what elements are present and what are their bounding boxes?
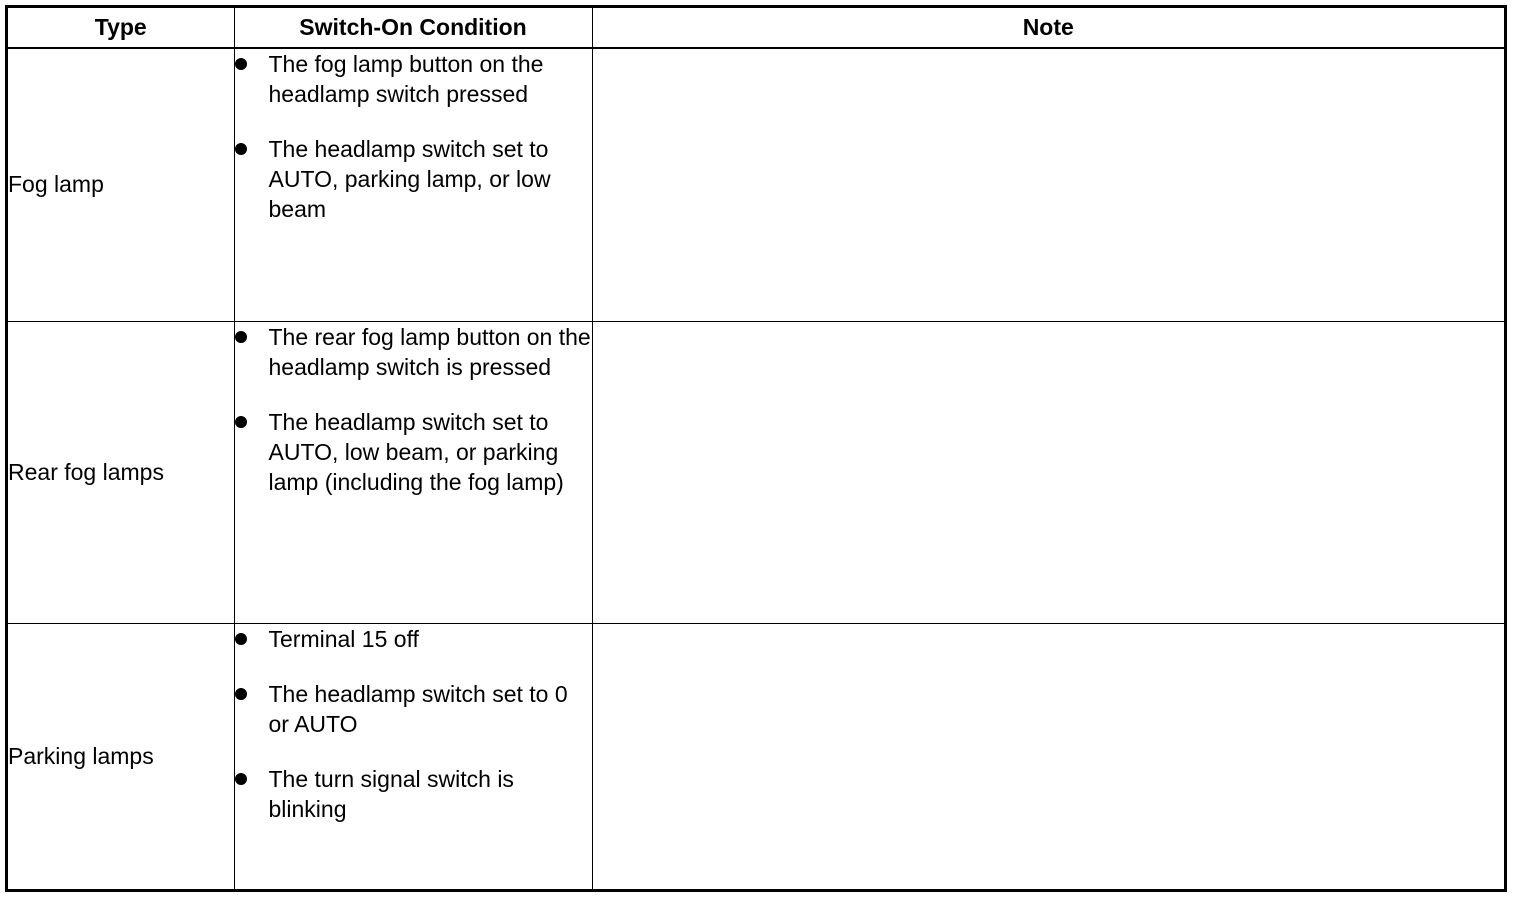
header-switch-on-condition: Switch-On Condition	[234, 8, 592, 48]
bullet-icon	[235, 143, 247, 155]
condition-item	[235, 624, 592, 654]
condition-item	[235, 764, 592, 824]
condition-text: Terminal 15 off	[268, 625, 419, 652]
condition-list	[235, 624, 592, 824]
bullet-icon	[235, 416, 247, 428]
condition-item	[235, 134, 592, 224]
condition-item	[235, 322, 592, 382]
type-cell: Fog lamp	[8, 48, 234, 321]
bullet-icon	[235, 773, 247, 785]
switch-on-condition-table	[8, 8, 1504, 889]
condition-text: The fog lamp button on the headlamp switch pressed	[268, 51, 544, 107]
header-note: Note	[592, 8, 1504, 48]
bullet-icon	[235, 331, 247, 343]
bullet-icon	[235, 58, 247, 70]
condition-list	[235, 49, 592, 224]
condition-table-frame	[5, 5, 1507, 892]
note-cell	[592, 48, 1504, 321]
condition-text: The rear fog lamp button on the headlamp switch is pressed	[268, 323, 591, 380]
note-cell	[592, 321, 1504, 623]
condition-item	[235, 679, 592, 739]
table-row	[8, 321, 1504, 623]
table-row	[8, 48, 1504, 321]
type-cell: Rear fog lamps	[8, 321, 234, 623]
note-cell	[592, 623, 1504, 889]
bullet-icon	[235, 633, 247, 645]
condition-text: The headlamp switch set to 0 or AUTO	[268, 680, 568, 737]
condition-item	[235, 407, 592, 497]
condition-cell	[234, 321, 592, 623]
condition-cell	[234, 623, 592, 889]
header-type: Type	[8, 8, 234, 48]
header-row	[8, 8, 1504, 48]
table-row	[8, 623, 1504, 889]
condition-list	[235, 322, 592, 497]
condition-text: The headlamp switch set to AUTO, parking lamp, or low beam	[268, 136, 551, 222]
type-cell: Parking lamps	[8, 623, 234, 889]
condition-text: The turn signal switch is blinking	[268, 765, 514, 822]
bullet-icon	[235, 688, 247, 700]
condition-text: The headlamp switch set to AUTO, low beam, or parking lamp (including the fog lamp)	[268, 408, 564, 495]
condition-item	[235, 49, 592, 109]
condition-cell	[234, 48, 592, 321]
